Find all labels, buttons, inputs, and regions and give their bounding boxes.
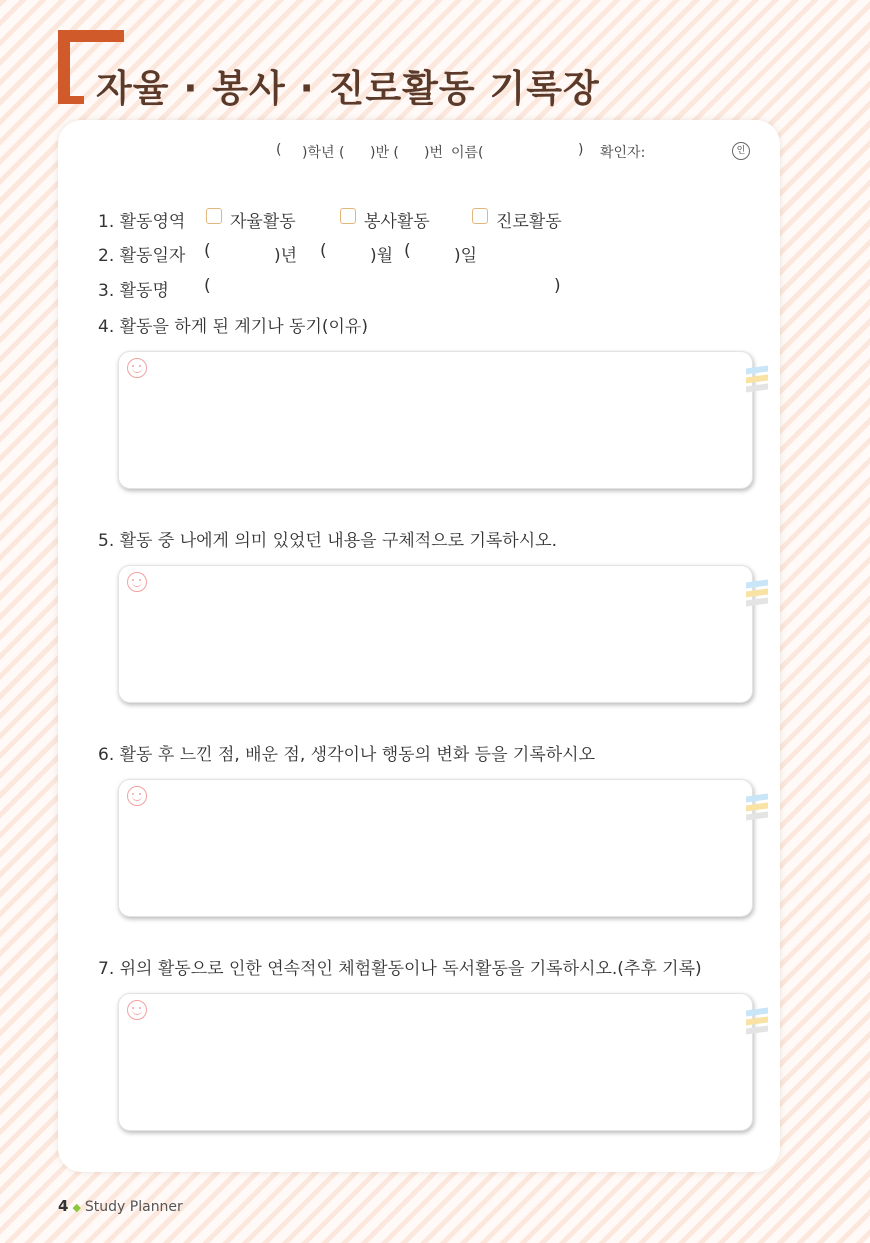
checkbox-autonomous[interactable] (206, 208, 222, 224)
checkbox-career[interactable] (472, 208, 488, 224)
activity-name-close: ) (554, 276, 561, 296)
class-label: )반 ( (370, 145, 399, 161)
option-autonomous: 자율활동 (230, 212, 296, 232)
student-info-line (58, 142, 780, 162)
diamond-icon: ◆ (72, 1201, 81, 1214)
option-career: 진로활동 (496, 212, 562, 232)
checkbox-volunteer[interactable] (340, 208, 356, 224)
tape-icon (746, 581, 768, 607)
name-label: 이름( (451, 145, 484, 161)
question-5: 5. 활동 중 나에게 의미 있었던 내용을 구체적으로 기록하시오. (98, 531, 557, 551)
day-label: )일 (454, 246, 478, 266)
activity-area-label: 1. 활동영역 (98, 212, 186, 232)
smiley-icon (127, 1000, 147, 1020)
activity-area-row (98, 207, 758, 232)
confirm-label: 확인자: (600, 145, 646, 161)
year-open: ( (204, 241, 211, 261)
answer-box-4[interactable] (118, 351, 753, 489)
smiley-icon (127, 572, 147, 592)
page-number: 4 (58, 1197, 69, 1215)
tape-icon (746, 1009, 768, 1035)
page-title: 자율 · 봉사 · 진로활동 기록장 (96, 67, 600, 110)
record-card (58, 120, 780, 1172)
number-label: )번 (424, 145, 443, 161)
day-open: ( (404, 241, 411, 261)
month-open: ( (320, 241, 327, 261)
question-6: 6. 활동 후 느낀 점, 배운 점, 생각이나 행동의 변화 등을 기록하시오 (98, 745, 596, 765)
month-label: )월 (370, 246, 394, 266)
question-4: 4. 활동을 하게 된 계기나 동기(이유) (98, 317, 368, 337)
answer-box-7[interactable] (118, 993, 753, 1131)
grade-label: )학년 ( (302, 145, 345, 161)
year-label: )년 (274, 246, 298, 266)
tape-icon (746, 795, 768, 821)
grade-open: ( (276, 142, 282, 158)
activity-name-label: 3. 활동명 (98, 281, 169, 301)
option-volunteer: 봉사활동 (364, 212, 430, 232)
smiley-icon (127, 358, 147, 378)
answer-box-5[interactable] (118, 565, 753, 703)
name-close: ) (578, 142, 584, 158)
activity-date-label: 2. 활동일자 (98, 246, 186, 266)
question-7: 7. 위의 활동으로 인한 연속적인 체험활동이나 독서활동을 기록하시오.(추후 기록) (98, 959, 702, 979)
tape-icon (746, 367, 768, 393)
activity-name-row (98, 276, 758, 301)
activity-name-open: ( (204, 276, 211, 296)
activity-date-row (98, 241, 758, 266)
planner-label: Study Planner (84, 1199, 183, 1215)
smiley-icon (127, 786, 147, 806)
page-footer (58, 1197, 183, 1215)
seal-icon: 인 (732, 142, 750, 160)
answer-box-6[interactable] (118, 779, 753, 917)
